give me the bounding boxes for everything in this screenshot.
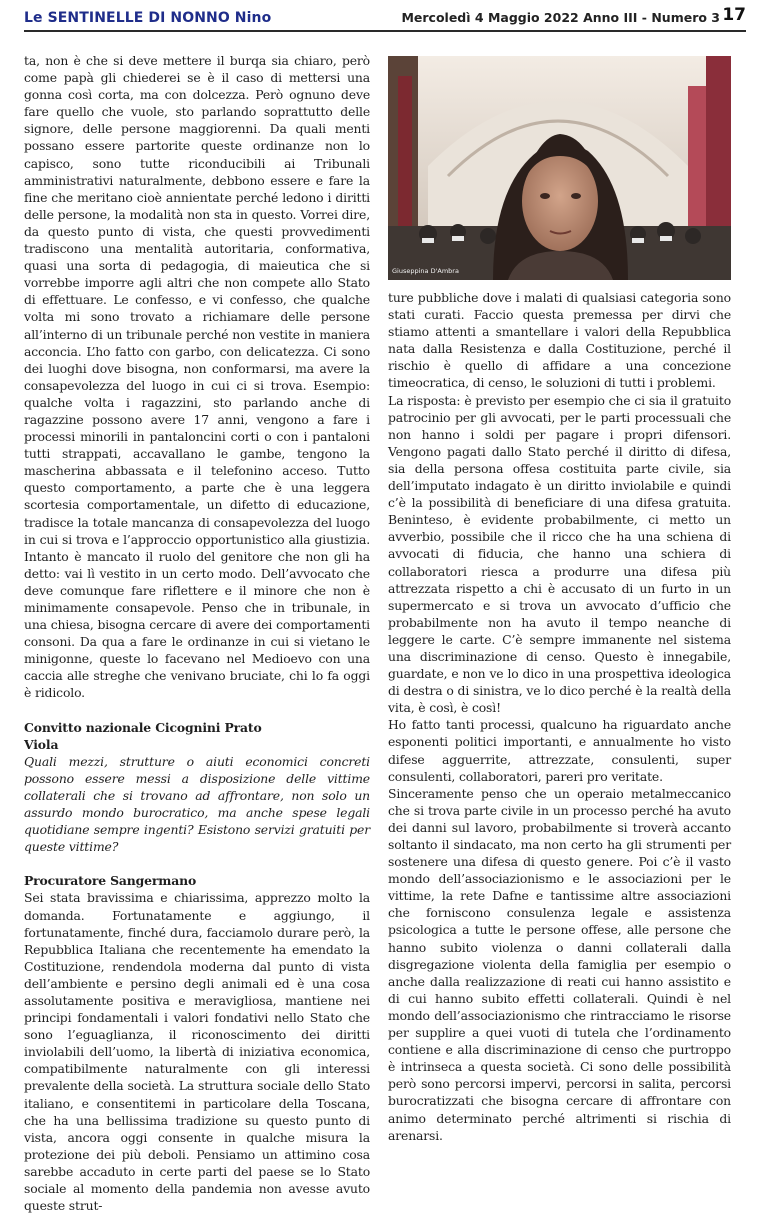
- header-rule: [24, 30, 746, 32]
- issue-info: Mercoledì 4 Maggio 2022 Anno III - Numero 3: [401, 10, 720, 25]
- video-call-photo: [388, 56, 731, 280]
- page-header: [24, 5, 746, 27]
- page-number: 17: [722, 5, 746, 25]
- right-paragraph-2: La risposta: è previsto per esempio che ci sia il gratuito patrocinio per gli avvocati, per le parti processuali che non hanno i soldi per pagare i propri difensori. Vengono pagati dallo Stato perché il diritto di difesa, sia della persona offesa costituita parte civile, sia dell’imputato indagato è un diritto inviolabile e quindi c’è la possibilità di beneficiare di una difesa gratuita. Beninteso, è evidente probabilmente, ci metto un avverbio, possibile che il ricco che ha una schiena di avvocati di fiducia, che hanno una schiera di collaboratori riesca a produrre una difesa più attrezzata rispetto a chi è accusato di un furto in un supermercato e si trova un avvocato d’ufficio che probabilmente non ha avuto il tempo neanche di leggere le carte. C’è sempre immanente nel sistema una discriminazione di censo. Questo è innegabile, guardate, e non ve lo dico in una prospettiva ideologica di destra o di sinistra, ve lo dico perché è la realtà della vita, è così, è così!: [388, 392, 731, 716]
- right-column: [388, 289, 731, 1144]
- answer-speaker: Procuratore Sangermano: [24, 873, 197, 889]
- school-heading: Convitto nazionale Cicognini Prato: [24, 719, 262, 735]
- photo-caption: Giuseppina D'Ambra: [392, 267, 459, 275]
- question-text: Quali mezzi, strutture o aiuti economici concreti possono essere messi a disposizione delle vittime collaterali che si trovano ad affrontare, non solo un assurdo mondo burocratico, ma anche spese legali quotidiane sempre ingenti? Esistono servizi gratuiti per queste vittime?: [24, 753, 370, 855]
- student-name: Viola: [24, 736, 59, 752]
- right-paragraph-4: Sinceramente penso che un operaio metalmeccanico che si trova parte civile in un processo perché ha avuto dei danni sul lavoro, probabilmente si troverà accanto soltanto il sindacato, ma non certo ha gli strumenti per sostenere una difesa di questo genere. Poi c’è il vasto mondo dell’associazionismo e le associazioni per le vittime, la rete Dafne e tantissime altre associazioni che forniscono consulenza legale e assistenza psicologica a tutte le persone offese, alle persone che hanno subito violenza o danni collaterali dalla disgregazione violenta della famiglia per esempio o anche dalla realizzazione di reati cui hanno assistito e di cui hanno subito effetti collaterali. Quindi è nel mondo dell’associazionismo che rintracciamo le risorse per supplire a quei vuoti di tutela che l’ordinamento contiene e alla discriminazione di censo che purtroppo è intrinseca a questa società. Ci sono delle possibilità però sono percorsi impervi, percorsi in salita, percorsi burocratizzati che bisogna cercare di affrontare con animo determinato perché altrimenti si rischia di arenarsi.: [388, 785, 731, 1143]
- paper-name: Le SENTINELLE DI NONNO Nino: [24, 10, 272, 26]
- classroom-photo: [388, 56, 731, 280]
- right-paragraph-1: ture pubbliche dove i malati di qualsiasi categoria sono stati curati. Faccio questa premessa per dirvi che stiamo attenti a smantellare i valori della Repubblica nata dalla Resistenza e dalla Costituzione, perché il rischio è quello di affidare a una concezione timeocratica, di censo, le soluzioni di tutti i problemi.: [388, 290, 731, 391]
- answer-paragraph: Sei stata bravissima e chiarissima, apprezzo molto la domanda. Fortunatamente e aggiungo, il fortunatamente, finché dura, facciamolo durare però, la Repubblica Italiana che recentemente ha emendato la Costituzione, rendendola moderna dal punto di vista dell’ambiente e persino degli animali ed è una cosa assolutamente positiva e meravigliosa, mantiene nei principi fondamentali i valori fondativi nello Stato che sono l’eguaglianza, il riconoscimento dei diritti inviolabili dell’uomo, la libertà di iniziativa economica, compatibilmente naturalmente con gli interessi prevalente della società. La struttura sociale dello Stato italiano, e consentitemi in particolare della Toscana, che ha una bellissima tradizione su questo punto di vista, ancora oggi consente in qualche misura la protezione dei più deboli. Pensiamo un attimino cosa sarebbe accaduto in certe parti del paese se lo Stato sociale al momento della pandemia non avesse avuto queste strut-: [24, 890, 370, 1214]
- intro-paragraph: ta, non è che si deve mettere il burqa sia chiaro, però come papà gli chiederei se è il caso di mettersi una gonna così corta, ma con dolcezza. Però ognuno deve fare quello che vuole, sto parlando soprattutto delle signore, delle persone maggiorenni. Da quali menti possano essere partorite queste ordinanze non lo capisco, sono tutte riconducibili ai Tribunali amministrativi naturalmente, debbono essere e fare la fine che meritano cioè annientate perché ledono i diritti delle persone, la modalità non sta in questo. Vorrei dire, da questo punto di vista, che questi provvedimenti tradiscono una mentalità autoritaria, conformativa, quasi una sorta di pedagogia, di maieutica che si vorrebbe imporre agli altri che non compete allo Stato di effettuare. Le confesso, e vi confesso, che qualche volta mi sono trovato a richiamare delle persone all’interno di un tribunale perché non vestite in maniera acconcia. L’ho fatto con garbo, con delicatezza. Ci sono dei luoghi dove bisogna, non conformarsi, ma avere la consapevolezza del luogo in cui ci si trova. Esempio: qualche volta i ragazzini, sto parlando anche di ragazzine possono avere 17 anni, vengono a fare i processi minorili in pantaloncini corti o con i pantaloni tutti strappati, accavallano le gambe, tengono la mascherina abbassata e il telefonino acceso. Tutto questo comportamento, a parte che è una leggera scortesia comportamentale, un difetto di educazione, tradisce la totale mancanza di consapevolezza del luogo in cui si trova e l’approccio opportunistico alla giustizia. Intanto è mancato il ruolo del genitore che non gli ha detto: vai lì vestito in un certo modo. Dell’avvocato che deve comunque fare riflettere e il minore che non è minimamente consapevole. Penso che in tribunale, in una chiesa, bisogna cercare di avere dei comportamenti consoni. Da qua a fare le ordinanze in cui si vietano le minigonne, queste lo facevano nel Medioevo con una caccia alle streghe che venivano bruciate, chi lo fa oggi è ridicolo.: [24, 53, 370, 701]
- left-column: [24, 52, 370, 1214]
- right-paragraph-3: Ho fatto tanti processi, qualcuno ha riguardato anche esponenti politici importanti, e annualmente ho visto difese agguerrite, attrezzate, consulenti, super consulenti, collaboratori, pareri pro veritate.: [388, 717, 731, 784]
